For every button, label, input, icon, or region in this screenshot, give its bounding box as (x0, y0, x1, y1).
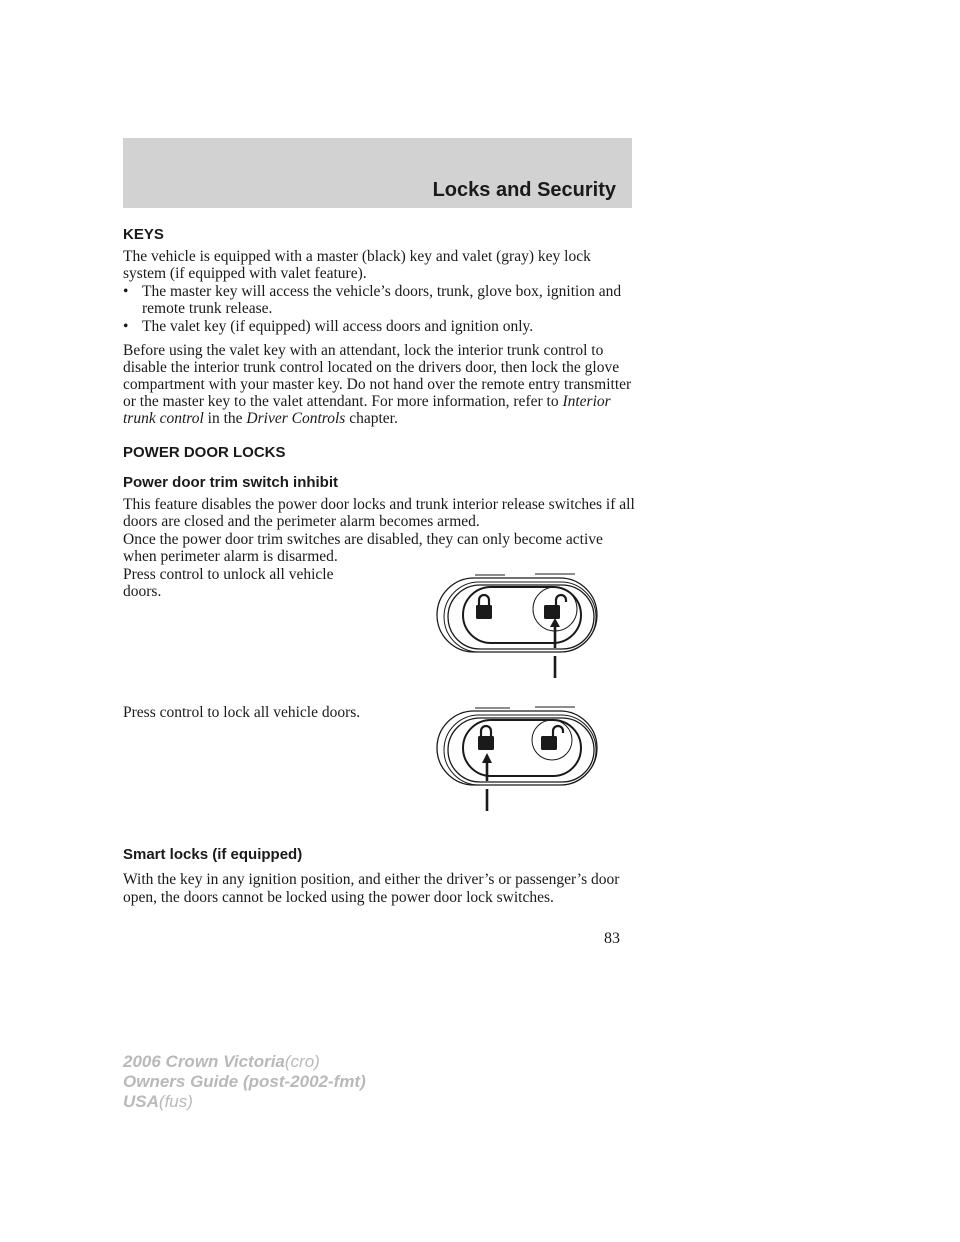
keys-intro: The vehicle is equipped with a master (black) key and valet (gray) key lock system (if equipped with valet feature). (123, 248, 591, 282)
bullet-icon: • (123, 283, 129, 300)
ref-interior-trunk-control: Interior trunk control (123, 393, 611, 427)
smart-locks-paragraph: With the key in any ignition position, and either the driver’s or passenger’s door open, the doors cannot be locked using the power door lock switches. (123, 871, 620, 906)
document-footer (123, 1052, 366, 1112)
inhibit-paragraph-1: This feature disables the power door locks and trunk interior release switches if all doors are closed and the perimeter alarm becomes armed. (123, 496, 635, 530)
trim-switch-inhibit-subheading: Power door trim switch inhibit (123, 474, 339, 491)
unlock-instruction: Press control to unlock all vehicle doors. (123, 566, 334, 600)
valet-text-3: chapter. (349, 410, 398, 427)
bullet-icon: • (123, 318, 129, 335)
lock-icon (478, 726, 494, 750)
lock-icon (476, 595, 492, 619)
bullet-text: The master key will access the vehicle’s doors, trunk, glove box, ignition and remote trunk release. (142, 283, 622, 317)
ref-driver-controls: Driver Controls (246, 410, 346, 427)
unlock-switch-illustration (435, 568, 605, 683)
bullet-text: The valet key (if equipped) will access doors and ignition only. (142, 318, 534, 335)
lock-switch-illustration (435, 703, 605, 821)
footer-model-code: (cro) (284, 1052, 320, 1071)
valet-text-2: in the (207, 410, 243, 427)
power-door-locks-heading: POWER DOOR LOCKS (123, 444, 286, 461)
keys-heading: KEYS (123, 226, 164, 243)
footer-market-code: (fus) (158, 1092, 193, 1111)
inhibit-paragraph-2: Once the power door trim switches are disabled, they can only become active when perimeter alarm is disarmed. (123, 531, 603, 565)
smart-locks-heading: Smart locks (if equipped) (123, 846, 303, 863)
section-header-band (123, 138, 632, 208)
valet-text-1: Before using the valet key with an attendant, lock the interior trunk control to disable the interior trunk control located on the drivers door, then lock the glove compartment with your master key. Do not hand over the remote entry transmitter or the master key to the valet attendant. For more information, refer to (123, 342, 632, 410)
footer-line-guide: Owners Guide (post-2002-fmt) (123, 1072, 366, 1091)
footer-model: 2006 Crown Victoria (123, 1052, 285, 1071)
arrow-up-icon (482, 753, 492, 763)
lock-instruction: Press control to lock all vehicle doors. (123, 704, 361, 721)
valet-paragraph (123, 342, 643, 427)
unlock-icon (544, 595, 566, 619)
footer-line-market (123, 1092, 366, 1112)
footer-market: USA (123, 1092, 159, 1111)
unlock-icon (541, 726, 563, 750)
page-number: 83 (604, 930, 620, 947)
section-title: Locks and Security (432, 179, 616, 201)
arrow-up-icon (550, 618, 560, 627)
footer-line-model (123, 1052, 366, 1072)
